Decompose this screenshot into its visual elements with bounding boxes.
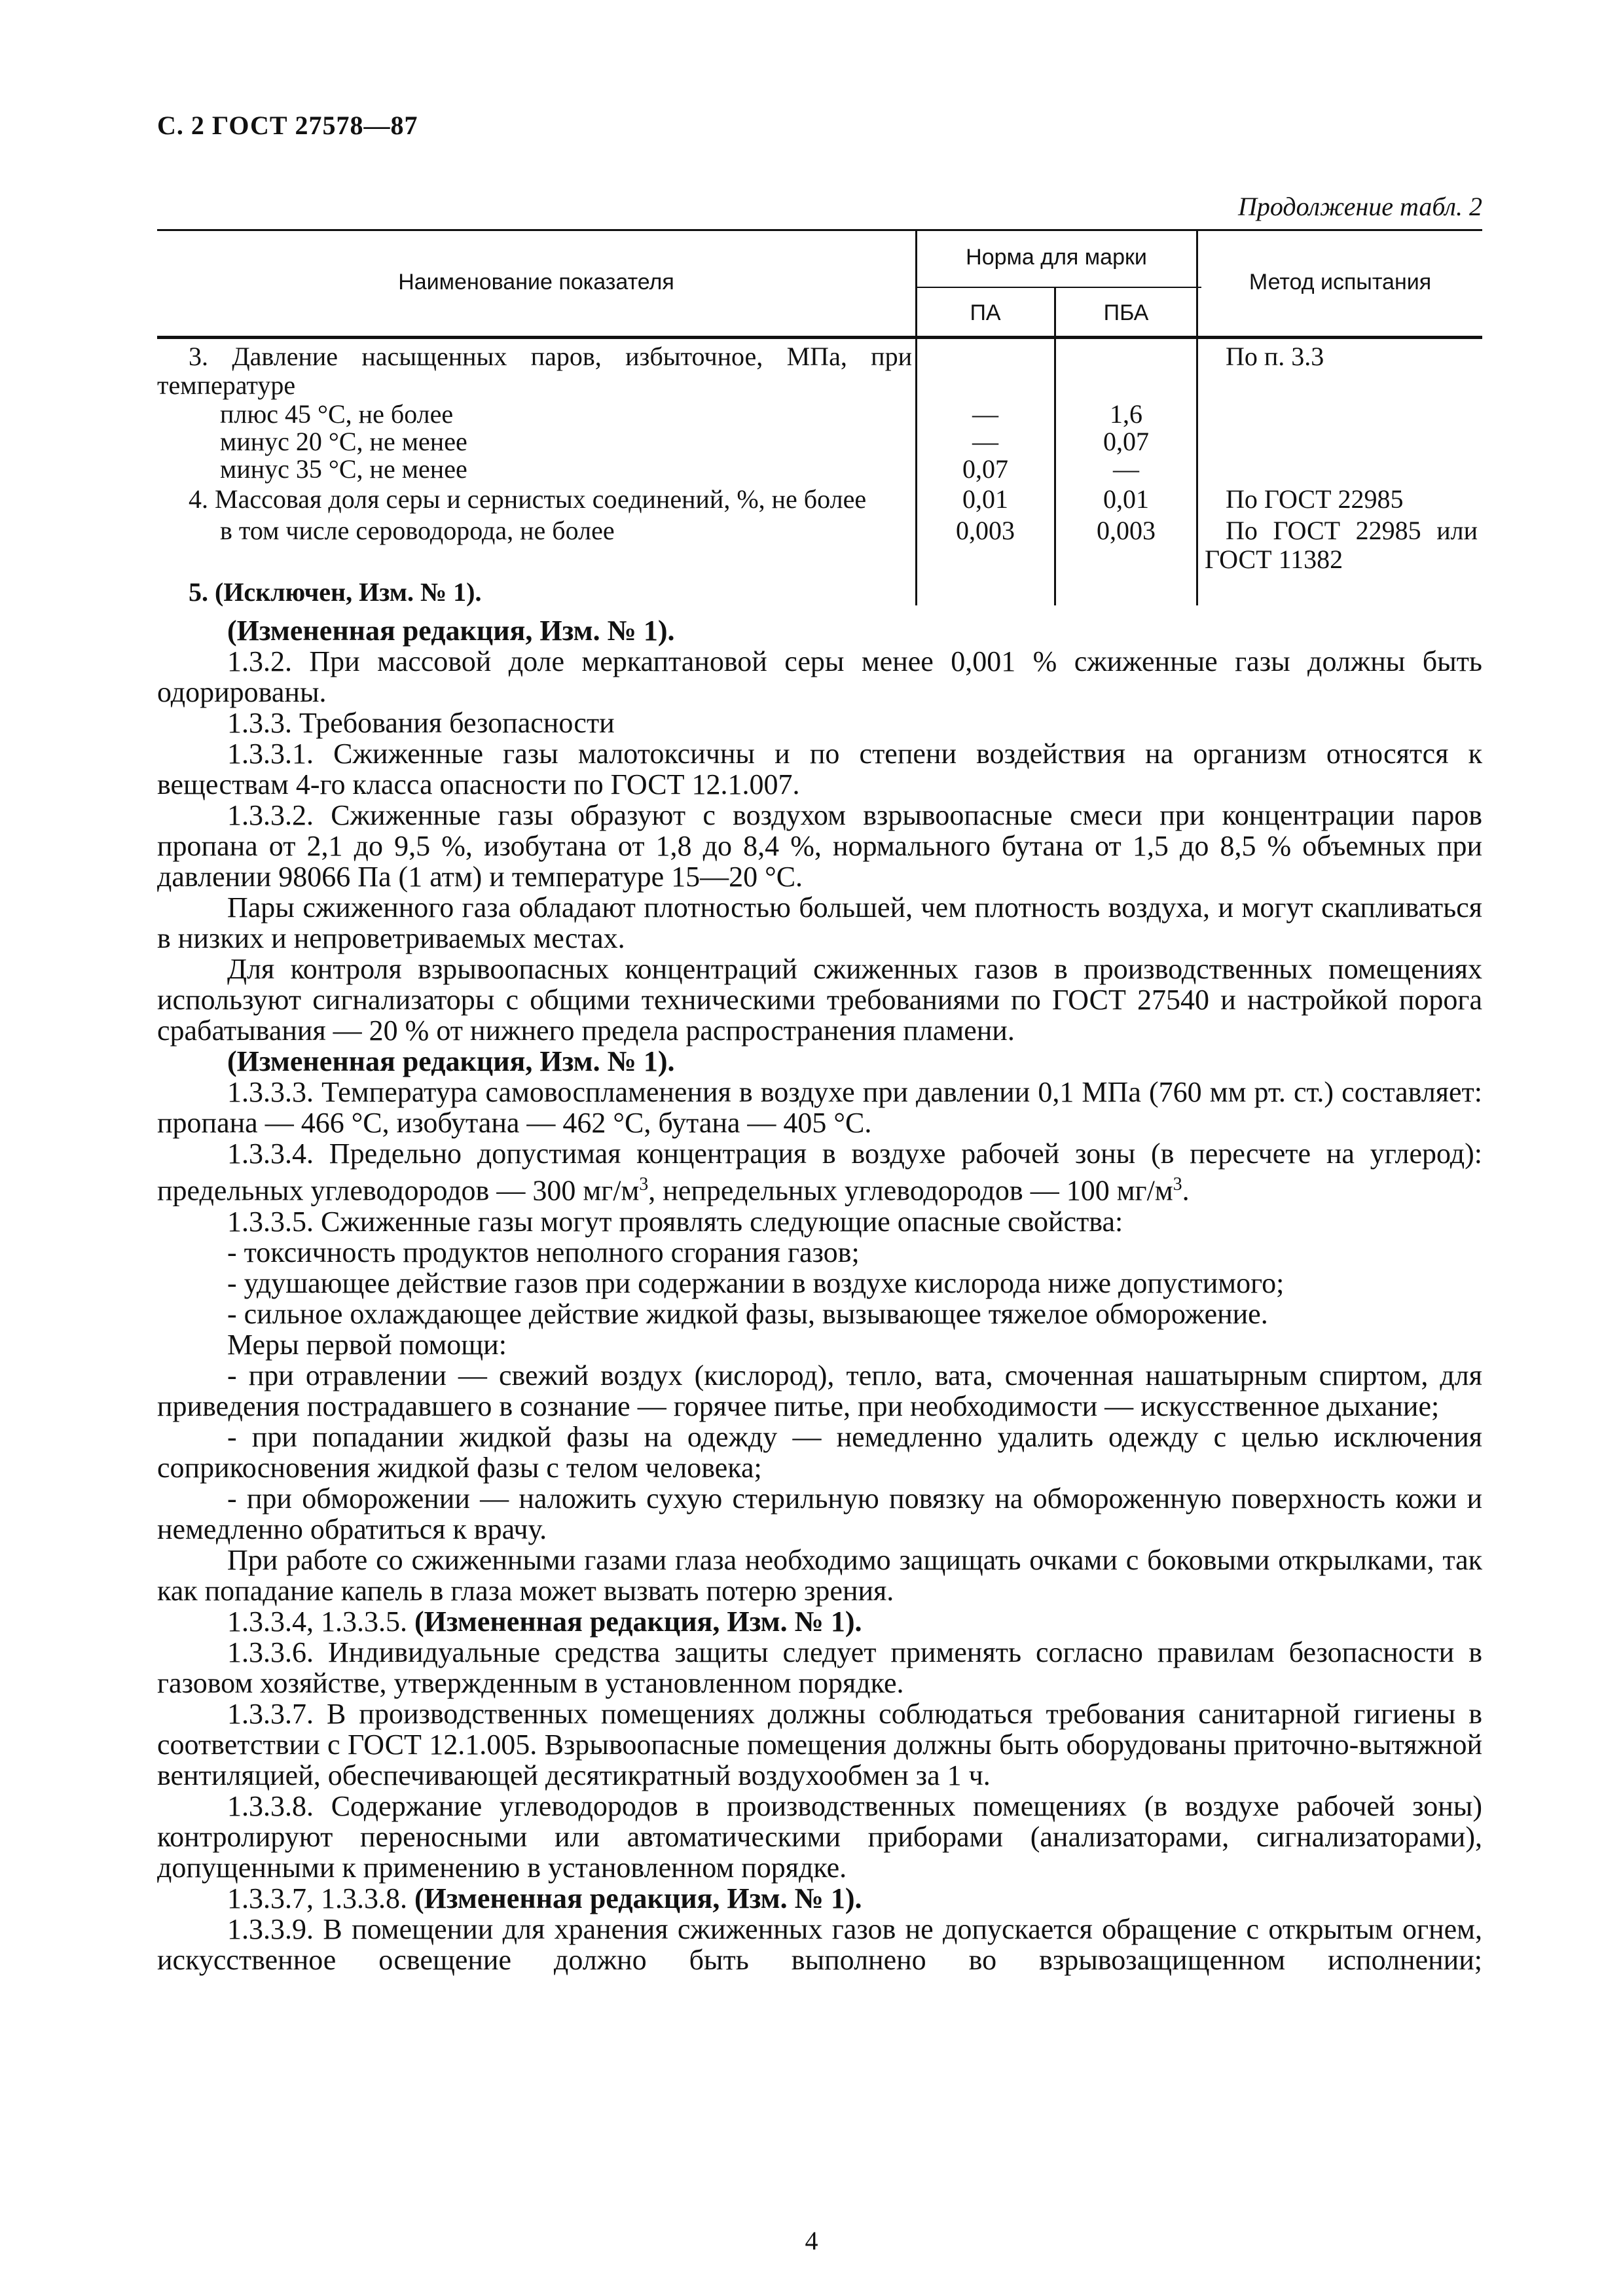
table-cell-pa: 0,003 bbox=[956, 516, 1015, 545]
table-cell-pba: 0,003 bbox=[1097, 516, 1156, 545]
column-header-pa: ПА bbox=[970, 300, 1001, 325]
paragraph: 1.3.3.8. Содержание углеводородов в производственных помещениях (в воздухе рабочей зоны) контролируют переносными или автоматическими приборами (анализаторами, сигнализаторами), допущенными к применению в установленном порядке. bbox=[157, 1789, 1482, 1884]
paragraph: 1.3.3.2. Сжиженные газы образуют с воздухом взрывоопасные смеси при концентрации паров пропана от 2,1 до 9,5 %, изобутана от 1,8 до 8,4 %, нормального бутана от 1,5 до 8,5 % объемных при давлении 98066 Па (1 атм) и температуре 15—20 °С. bbox=[157, 799, 1482, 893]
column-header-method: Метод испытания bbox=[1249, 270, 1432, 295]
paragraph: 1.3.3.9. В помещении для хранения сжиженных газов не допускается обращение с открытым огнем, искусственное освещение должно быть выполнено во взрывозащищенном исполнении; bbox=[157, 1912, 1482, 1976]
paragraph: 1.3.3.4. Предельно допустимая концентрация в воздухе рабочей зоны (в пересчете на углерод): предельных углеводородов — 300 $мг/м^3$, непредельных углеводородов — 100 $мг/м^3$. bbox=[157, 1138, 1482, 1207]
paragraph: Пары сжиженного газа обладают плотностью большей, чем плотность воздуха, и могут скапливаться в низких и непроветриваемых местах. bbox=[157, 891, 1482, 954]
table-cell-pba: — bbox=[1113, 454, 1139, 484]
table-cell-indicator: 5. (Исключен, Изм. № 1). bbox=[189, 577, 482, 607]
list-item: - при отравлении — свежий воздух (кислород), тепло, вата, смоченная нашатырным спиртом, для приведения пострадавшего в сознание — горячее питье, при необходимости — искусственное дыхание; bbox=[157, 1359, 1482, 1422]
table-cell-indicator: минус 35 °С, не менее bbox=[220, 454, 467, 484]
list-item: - сильное охлаждающее действие жидкой фазы, вызывающее тяжелое обморожение. bbox=[227, 1297, 1268, 1330]
table-caption: Продолжение табл. 2 bbox=[1237, 192, 1482, 221]
paragraph: 1.3.3.5. Сжиженные газы могут проявлять следующие опасные свойства: bbox=[227, 1205, 1123, 1238]
list-item: - при попадании жидкой фазы на одежду — немедленно удалить одежду с целью исключения соприкосновения жидкой фазы с телом человека; bbox=[157, 1420, 1482, 1484]
paragraph: Для контроля взрывоопасных концентраций сжиженных газов в производственных помещениях используют сигнализаторы с общими техническими требованиями по ГОСТ 27540 и настройкой порога срабатывания — 20 % от нижнего предела распространения пламени. bbox=[157, 953, 1482, 1047]
table-cell-indicator: в том числе сероводорода, не более bbox=[220, 516, 615, 545]
table-cell-indicator: 4. Массовая доля серы и сернистых соединений, %, не более bbox=[189, 484, 867, 514]
table-cell-indicator: 3. Давление насыщенных паров, избыточное, МПа, при bbox=[189, 342, 912, 371]
paragraph: 1.3.3.1. Сжиженные газы малотоксичны и по степени воздействия на организм относятся к веществам 4-го класса опасности по ГОСТ 12.1.007. bbox=[157, 738, 1482, 800]
page-number: 4 bbox=[805, 2226, 818, 2255]
table-cell-indicator: температуре bbox=[157, 370, 296, 400]
paragraph: 1.3.3.7. В производственных помещениях должны соблюдаться требования санитарной гигиены в соответствии с ГОСТ 12.1.005. Взрывоопасные помещения должны быть оборудованы приточно-вытяжной вентиляцией, обеспечивающей десятикратный воздухообмен за 1 ч. bbox=[157, 1697, 1482, 1791]
table-cell-pba: 0,01 bbox=[1103, 484, 1149, 514]
body-text bbox=[157, 615, 1482, 1975]
table-cell-method: По ГОСТ 22985 или bbox=[1226, 516, 1478, 545]
table-cell-pa: — bbox=[972, 427, 998, 456]
table-cell-method: ГОСТ 11382 bbox=[1205, 545, 1343, 574]
paragraph: 1.3.2. При массовой доле меркаптановой серы менее 0,001 % сжиженные газы должны быть одорированы. bbox=[157, 645, 1482, 708]
paragraph: 1.3.3.4, 1.3.3.5. (Измененная редакция, Изм. № 1). bbox=[227, 1605, 862, 1638]
list-item: - при обморожении — наложить сухую стерильную повязку на обмороженную поверхность кожи и немедленно обратиться к врачу. bbox=[157, 1482, 1482, 1545]
column-header-indicator: Наименование показателя bbox=[398, 270, 674, 295]
list-item: - удушающее действие газов при содержании в воздухе кислорода ниже допустимого; bbox=[227, 1266, 1285, 1299]
paragraph: 1.3.3.7, 1.3.3.8. (Измененная редакция, Изм. № 1). bbox=[227, 1882, 862, 1914]
table-top-rule bbox=[157, 229, 1482, 231]
table-cell-pba: 0,07 bbox=[1103, 427, 1149, 456]
paragraph: 1.3.3.3. Температура самовоспламенения в воздухе при давлении 0,1 МПа (760 мм рт. ст.) составляет: пропана — 466 °С, изобутана — 462 °С, бутана — 405 °С. bbox=[157, 1076, 1482, 1139]
paragraph: Меры первой помощи: bbox=[227, 1328, 507, 1361]
table-cell-method: По ГОСТ 22985 bbox=[1226, 484, 1404, 514]
table-head-rule bbox=[157, 336, 1482, 339]
column-header-norm: Норма для марки bbox=[966, 245, 1147, 270]
paragraph: При работе со сжиженными газами глаза необходимо защищать очками с боковыми открылками, так как попадание капель в глаза может вызвать потерю зрения. bbox=[157, 1543, 1482, 1607]
table-cell-pa: — bbox=[972, 399, 998, 429]
paragraph: (Измененная редакция, Изм. № 1). bbox=[227, 615, 675, 647]
paragraph: 1.3.3. Требования безопасности bbox=[227, 707, 615, 739]
paragraph: (Измененная редакция, Изм. № 1). bbox=[227, 1045, 675, 1077]
column-header-pba: ПБА bbox=[1103, 300, 1149, 325]
table-cell-indicator: плюс 45 °С, не более bbox=[220, 399, 454, 429]
table-cell-indicator: минус 20 °С, не менее bbox=[220, 427, 467, 456]
table-subhead-rule bbox=[917, 287, 1201, 288]
paragraph: 1.3.3.6. Индивидуальные средства защиты следует применять согласно правилам безопасности в газовом хозяйстве, утвержденным в установленном порядке. bbox=[157, 1636, 1482, 1699]
list-item: - токсичность продуктов неполного сгорания газов; bbox=[227, 1236, 860, 1268]
table-cell-pa: 0,07 bbox=[962, 454, 1008, 484]
table-cell-pba: 1,6 bbox=[1110, 399, 1142, 429]
table-cell-method: По п. 3.3 bbox=[1226, 342, 1324, 371]
table-cell-pa: 0,01 bbox=[962, 484, 1008, 514]
page-header: С. 2 ГОСТ 27578—87 bbox=[157, 111, 418, 140]
